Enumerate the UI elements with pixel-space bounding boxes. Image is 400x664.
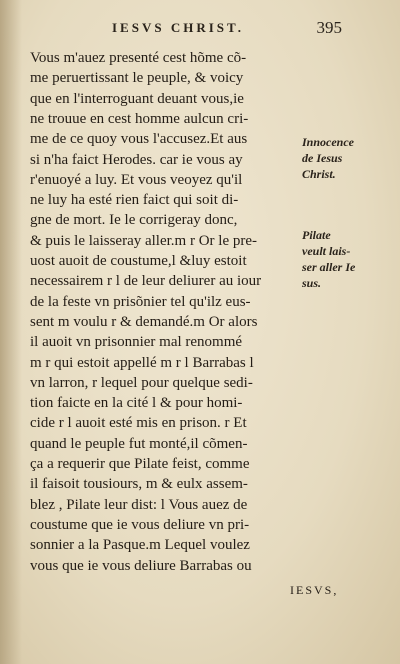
text-line: uost auoit de coustume,l &luy estoit (30, 253, 247, 269)
text-line: de la feste vn prisõnier tel qu'ilz eus- (30, 293, 251, 310)
text-line: tion faicte en la cité l & pour homi- (30, 395, 243, 412)
margin-note: ser aller Ie (302, 260, 356, 274)
text-line: sent m voulu r & demandé.m Or alors (30, 313, 258, 330)
text-line: ne luy ha esté rien faict qui soit di- (30, 192, 239, 209)
margin-note: Innocence (302, 135, 354, 149)
text-line: cide r l auoit esté mis en prison. r Et (30, 415, 247, 432)
text-line: quand le peuple fut monté,il cõmen- (30, 435, 248, 452)
page-gutter (0, 0, 22, 664)
text-line: & puis le laisseray aller.m r Or le pre- (30, 232, 258, 249)
text-line: gne de mort. Ie le corrigeray donc, (30, 212, 238, 229)
margin-note: veult lais- (302, 244, 351, 258)
margin-note: Christ. (302, 167, 336, 181)
text-line: sonnier a la Pasque.m Lequel voulez (30, 537, 250, 554)
margin-note: Pilate (302, 228, 331, 242)
page-header (112, 20, 342, 42)
text-line: il auoit vn prisonnier mal renommé (30, 334, 243, 351)
text-line: vous que ie vous deliure Barrabas ou (30, 557, 252, 574)
text-line: me de ce quoy vous l'accusez.Et aus (30, 131, 248, 148)
text-line: il faisoit tousiours, m & eulx assem- (30, 476, 248, 493)
text-line: blez , Pilate leur dist: l Vous auez de (30, 496, 248, 513)
margin-note: de Iesus (302, 151, 343, 165)
text-line: vn larron, r lequel pour quelque sedi- (30, 374, 253, 391)
text-line: me peruertissant le peuple, & voicy (30, 70, 244, 87)
text-line: ne trouue en cest homme aulcun cri- (30, 110, 249, 127)
text-line: r'enuoyé a luy. Et vous veoyez qu'il (30, 171, 243, 188)
catchword: IESVS, (290, 583, 339, 597)
text-line: necessairem r l de leur deliurer au iour (30, 273, 262, 290)
text-line: si n'ha faict Herodes. car ie vous ay (30, 151, 243, 168)
page-number: 395 (316, 18, 342, 37)
text-line: coustume que ie vous deliure vn pri- (30, 516, 250, 533)
margin-note: sus. (302, 276, 322, 290)
running-title: IESVS CHRIST. (112, 20, 244, 35)
text-line: que en l'interroguant deuant vous,ie (30, 90, 244, 107)
text-line: m r qui estoit appellé m r l Barrabas l (30, 354, 254, 371)
text-line: ça a requerir que Pilate feist, comme (30, 456, 250, 472)
text-line: Vous m'auez presenté cest hõme cõ- (30, 50, 247, 66)
